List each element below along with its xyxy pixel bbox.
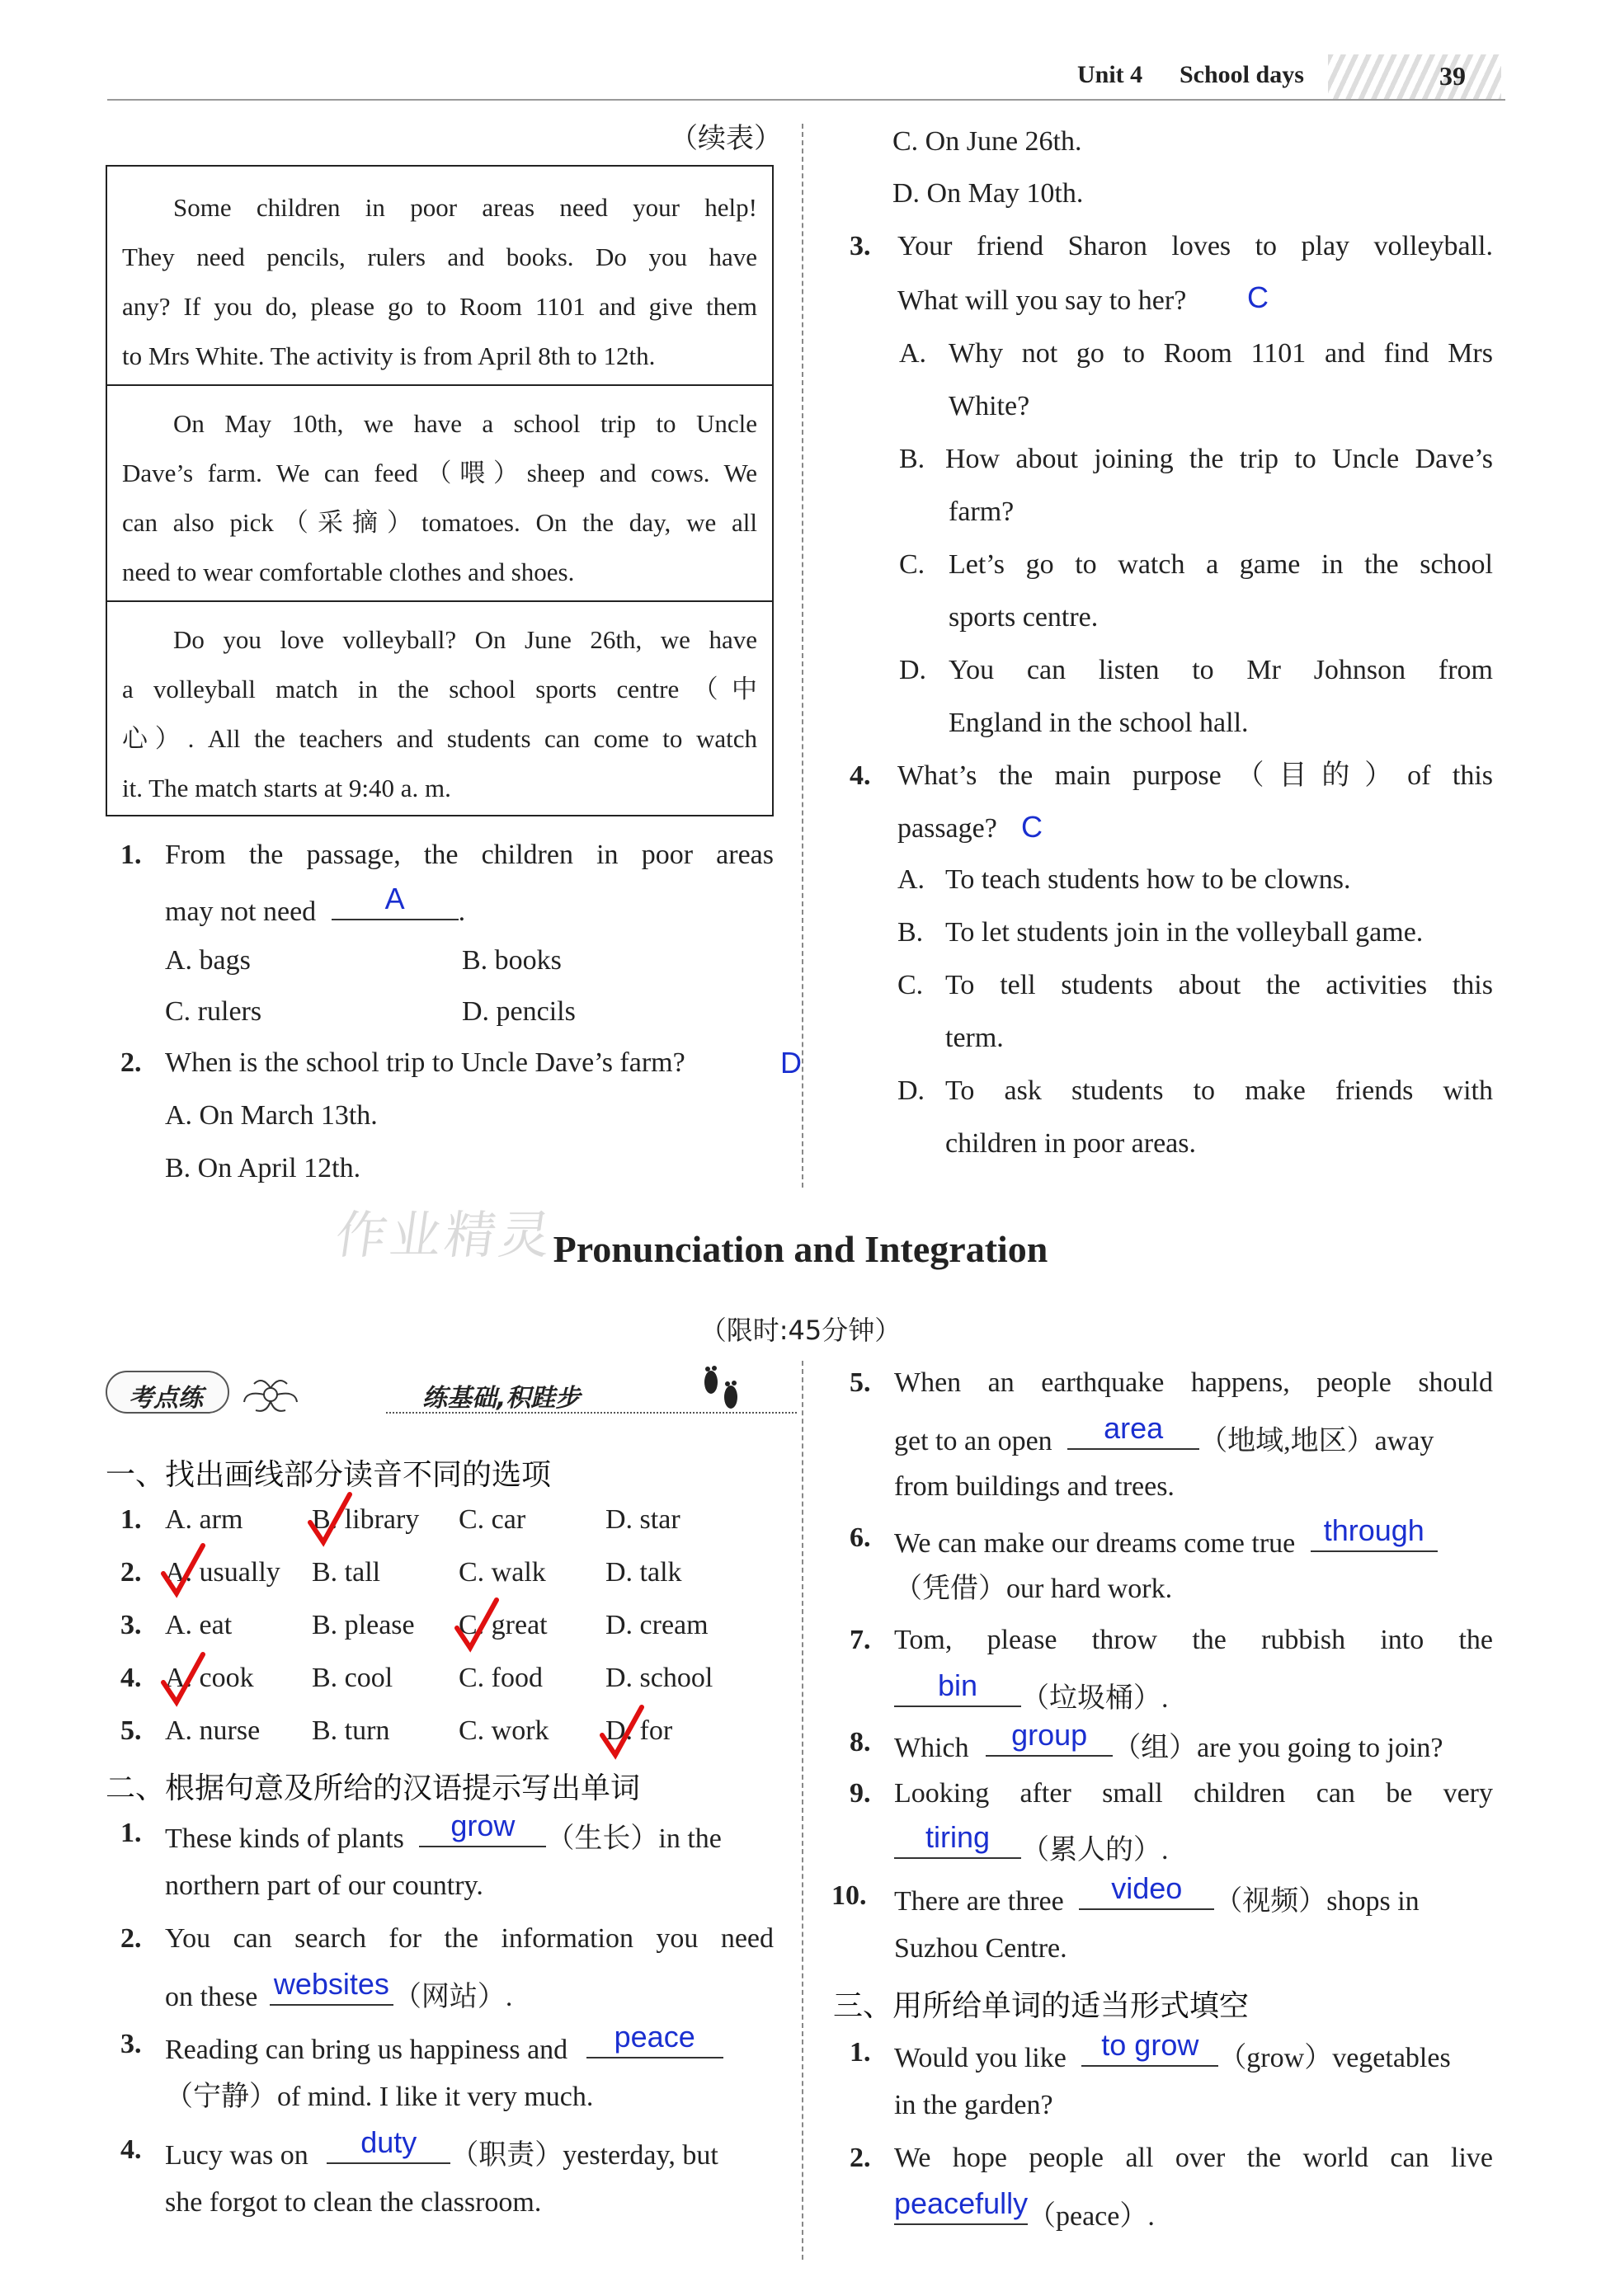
- answer-blank[interactable]: [894, 1668, 1021, 1707]
- column-divider-top: [802, 124, 803, 1188]
- option-text: To ask students to make friends with: [945, 1075, 1493, 1106]
- item-number: 5.: [850, 1367, 871, 1398]
- item-text: （peace）.: [1028, 2201, 1155, 2232]
- banner-left-label: 考点练: [129, 1384, 203, 1413]
- option: A. arm: [165, 1504, 243, 1535]
- answer-text: C: [1247, 280, 1269, 314]
- section-banner: [106, 1366, 782, 1420]
- option-letter: B.: [897, 917, 924, 948]
- answer-text: D: [780, 1046, 802, 1080]
- item-line: [165, 1967, 513, 2012]
- row-number: 5.: [120, 1715, 142, 1746]
- passage-line: They need pencils, rulers and books. Do you have: [122, 242, 757, 271]
- answer-text: through: [1323, 1513, 1424, 1547]
- item-text: （组）are you going to join?: [1113, 1733, 1443, 1763]
- row-number: 4.: [120, 1663, 142, 1693]
- option-text: Let’s go to watch a game in the school: [949, 549, 1493, 580]
- item-line: [894, 1411, 1434, 1456]
- row-number: 3.: [120, 1610, 142, 1640]
- answer-text: C: [1021, 810, 1043, 844]
- item-line: [165, 2125, 718, 2171]
- option: A. eat: [165, 1610, 233, 1640]
- check-mark-icon: [305, 1491, 355, 1549]
- question-number: 3.: [850, 231, 871, 261]
- option-text: term.: [945, 1023, 1004, 1053]
- punct: .: [458, 896, 466, 927]
- answer-text: duty: [360, 2125, 417, 2159]
- passage-line: it. The match starts at 9:40 a. m.: [122, 774, 451, 802]
- option-text: To let students join in the volleyball game.: [945, 917, 1424, 948]
- banner-right-label: 练基础,积跬步: [422, 1384, 581, 1413]
- item-text: We can make our dreams come true: [894, 1528, 1296, 1559]
- flower-icon: [238, 1374, 304, 1415]
- answer-text: to grow: [1101, 2028, 1199, 2062]
- item-text: （视频）shops in: [1214, 1886, 1420, 1917]
- option-text: You can listen to Mr Johnson from: [949, 655, 1493, 685]
- column-divider-bottom: [802, 1361, 803, 2260]
- answer-blank[interactable]: [419, 1809, 546, 1847]
- answer-blank[interactable]: [986, 1718, 1113, 1757]
- item-text: （grow）vegetables: [1218, 2043, 1451, 2073]
- option: A. On March 13th.: [165, 1100, 378, 1131]
- item-text: There are three: [894, 1886, 1064, 1917]
- option: A. bags: [165, 945, 251, 976]
- option-letter: C.: [897, 970, 924, 1000]
- page-header: [107, 54, 1505, 101]
- item-text: Reading can bring us happiness and: [165, 2035, 568, 2065]
- check-mark-icon: [158, 1651, 208, 1709]
- answer-blank[interactable]: [894, 2186, 1029, 2225]
- question-text: What’s the main purpose（目的）of this: [897, 760, 1493, 791]
- answer-text: video: [1111, 1871, 1183, 1905]
- passage-line: Dave’s farm. We can feed（喂）sheep and cows. We: [122, 459, 757, 487]
- item-number: 1.: [120, 1818, 142, 1848]
- question-text: From the passage, the children in poor areas: [165, 840, 774, 870]
- row-number: 2.: [120, 1557, 142, 1588]
- option: C. great: [459, 1610, 548, 1640]
- passage-line: 心）. All the teachers and students can come to watch: [122, 724, 757, 753]
- passage-line: need to wear comfortable clothes and shoes.: [122, 558, 575, 586]
- header-unit: Unit 4: [1077, 61, 1143, 88]
- answer-blank[interactable]: [1081, 2028, 1218, 2067]
- option: C. food: [459, 1663, 543, 1693]
- question-number: 2.: [120, 1047, 142, 1078]
- item-number: 8.: [850, 1727, 871, 1757]
- page-number: 39: [1439, 61, 1466, 91]
- option: B. cool: [312, 1663, 393, 1693]
- answer-text: websites: [273, 1967, 389, 2001]
- option: B. books: [462, 945, 562, 976]
- option: B. please: [312, 1610, 415, 1640]
- option: A. nurse: [165, 1715, 261, 1746]
- answer-text: area: [1104, 1411, 1164, 1445]
- item-number: 7.: [850, 1625, 871, 1655]
- question-text: When is the school trip to Uncle Dave’s farm?: [165, 1047, 685, 1078]
- header-stripes: [1328, 54, 1501, 99]
- option: C. walk: [459, 1557, 546, 1588]
- answer-blank[interactable]: [1079, 1871, 1214, 1910]
- option: B. library: [312, 1504, 420, 1535]
- option: D. pencils: [462, 996, 576, 1027]
- option-text: Why not go to Room 1101 and find Mrs: [949, 338, 1493, 369]
- passage-line: a volleyball match in the school sports centre（中: [122, 675, 757, 703]
- item-line: （宁静）of mind. I like it very much.: [165, 2082, 594, 2112]
- item-text: get to an open: [894, 1426, 1052, 1456]
- option-text: To tell students about the activities this: [945, 970, 1493, 1000]
- question-text: [165, 882, 466, 927]
- item-line: Tom, please throw the rubbish into the: [894, 1625, 1493, 1655]
- option-text: sports centre.: [949, 602, 1099, 633]
- option: B. tall: [312, 1557, 381, 1588]
- answer-blank[interactable]: [270, 1967, 393, 2006]
- item-line: northern part of our country.: [165, 1870, 483, 1901]
- item-line: [165, 2020, 723, 2065]
- option: C. car: [459, 1504, 526, 1535]
- part1-heading: 一、找出画线部分读音不同的选项: [106, 1458, 552, 1492]
- question-text: Your friend Sharon loves to play volleyball.: [897, 231, 1493, 261]
- option-text: How about joining the trip to Uncle Dave’s: [945, 444, 1493, 474]
- item-line: （凭借）our hard work.: [894, 1574, 1173, 1604]
- item-number: 9.: [850, 1778, 871, 1809]
- answer-blank[interactable]: [1067, 1411, 1199, 1450]
- item-line: Looking after small children can be very: [894, 1778, 1493, 1809]
- option: B. On April 12th.: [165, 1153, 361, 1183]
- item-text: （职责）yesterday, but: [450, 2140, 718, 2171]
- passage-box: [107, 602, 772, 815]
- row-number: 1.: [120, 1504, 142, 1535]
- item-line: [894, 1668, 1169, 1714]
- item-text: on these: [165, 1982, 258, 2012]
- table-continued-note: （续表）: [670, 124, 782, 154]
- header-title: School days: [1180, 61, 1304, 88]
- item-text: These kinds of plants: [165, 1823, 404, 1854]
- item-line: [894, 2186, 1155, 2232]
- item-line: [894, 1718, 1443, 1763]
- question-text: passage?: [897, 813, 997, 844]
- answer-text: group: [1011, 1718, 1088, 1752]
- watermark: 作业精灵: [332, 1205, 558, 1265]
- question-number: 1.: [120, 840, 142, 870]
- answer-text: bin: [937, 1668, 978, 1702]
- option-letter: D.: [899, 655, 927, 685]
- answer-blank[interactable]: [586, 2020, 723, 2058]
- option: A. cook: [165, 1663, 254, 1693]
- item-line: she forgot to clean the classroom.: [165, 2187, 542, 2218]
- item-number: 6.: [850, 1522, 871, 1553]
- item-text: （网站）.: [393, 1982, 513, 2012]
- item-text: Would you like: [894, 2043, 1067, 2073]
- section-title: Pronunciation and Integration: [553, 1228, 1048, 1270]
- answer-blank[interactable]: [894, 1820, 1021, 1859]
- option: B. turn: [312, 1715, 390, 1746]
- option-letter: A.: [899, 338, 927, 369]
- check-mark-icon: [597, 1704, 647, 1762]
- footprint-icon: [698, 1366, 747, 1419]
- option: C. rulers: [165, 996, 262, 1027]
- item-line: [894, 2028, 1451, 2073]
- item-line: You can search for the information you need: [165, 1923, 774, 1954]
- option-text: England in the school hall.: [949, 708, 1249, 738]
- item-line: [894, 1871, 1420, 1917]
- item-number: 3.: [120, 2029, 142, 2059]
- option: D. star: [605, 1504, 680, 1535]
- option: D. cream: [605, 1610, 709, 1640]
- passage-table: [106, 165, 774, 816]
- option-letter: C.: [899, 549, 925, 580]
- question-number: 4.: [850, 760, 871, 791]
- item-line: When an earthquake happens, people should: [894, 1367, 1493, 1398]
- option-text: White?: [949, 391, 1030, 421]
- part3-heading: 三、用所给单词的适当形式填空: [833, 1989, 1250, 2023]
- check-mark-icon: [158, 1542, 208, 1600]
- answer-text: peacefully: [894, 2186, 1029, 2220]
- option-letter: B.: [899, 444, 925, 474]
- option: D. for: [605, 1715, 673, 1746]
- answer-text: A: [384, 882, 405, 915]
- item-text: （垃圾桶）.: [1021, 1683, 1169, 1714]
- passage-box: [107, 167, 772, 386]
- option: C. work: [459, 1715, 549, 1746]
- option-text: To teach students how to be clowns.: [945, 864, 1351, 895]
- answer-text: grow: [450, 1809, 516, 1842]
- passage-line: to Mrs White. The activity is from April 8th to 12th.: [122, 341, 656, 370]
- passage-line: Do you love volleyball? On June 26th, we have: [173, 625, 757, 654]
- option-letter: A.: [897, 864, 925, 895]
- answer-blank[interactable]: [1311, 1513, 1438, 1552]
- option-text: farm?: [949, 496, 1015, 527]
- answer-text: tiring: [925, 1820, 991, 1854]
- option: A. usually: [165, 1557, 280, 1588]
- answer-blank[interactable]: [332, 882, 459, 920]
- passage-line: On May 10th, we have a school trip to Uncle: [173, 409, 757, 438]
- item-line: from buildings and trees.: [894, 1471, 1175, 1502]
- item-line: in the garden?: [894, 2090, 1053, 2120]
- check-mark-icon: [452, 1597, 501, 1654]
- question-text: What will you say to her?: [897, 285, 1187, 316]
- item-line: We hope people all over the world can live: [894, 2143, 1493, 2173]
- item-number: 10.: [831, 1880, 867, 1911]
- time-limit: （限时:45分钟）: [699, 1315, 902, 1346]
- item-line: [894, 1513, 1438, 1559]
- item-text: （累人的）.: [1021, 1835, 1169, 1866]
- item-number: 2.: [120, 1923, 142, 1954]
- option: C. On June 26th.: [892, 126, 1082, 157]
- passage-line: any? If you do, please go to Room 1101 and give them: [122, 292, 757, 321]
- question-text-part: may not need: [165, 896, 317, 927]
- passage-line: Some children in poor areas need your help!: [173, 193, 757, 222]
- item-text: Lucy was on: [165, 2140, 308, 2171]
- option-text: children in poor areas.: [945, 1128, 1196, 1159]
- item-number: 4.: [120, 2134, 142, 2165]
- option-letter: D.: [897, 1075, 925, 1106]
- item-text: （地域,地区）away: [1199, 1426, 1434, 1456]
- item-number: 1.: [850, 2037, 871, 2068]
- answer-text: peace: [614, 2020, 695, 2054]
- item-text: （生长）in the: [546, 1823, 722, 1854]
- item-line: [165, 1809, 722, 1854]
- option: D. school: [605, 1663, 713, 1693]
- passage-box: [107, 386, 772, 602]
- part2-heading: 二、根据句意及所给的汉语提示写出单词: [106, 1771, 641, 1805]
- option: D. On May 10th.: [892, 178, 1084, 209]
- answer-blank[interactable]: [327, 2125, 450, 2164]
- option: D. talk: [605, 1557, 682, 1588]
- item-number: 2.: [850, 2143, 871, 2173]
- item-text: Which: [894, 1733, 969, 1763]
- passage-line: can also pick（采摘）tomatoes. On the day, we all: [122, 508, 757, 537]
- item-line: Suzhou Centre.: [894, 1933, 1067, 1964]
- item-line: [894, 1820, 1169, 1866]
